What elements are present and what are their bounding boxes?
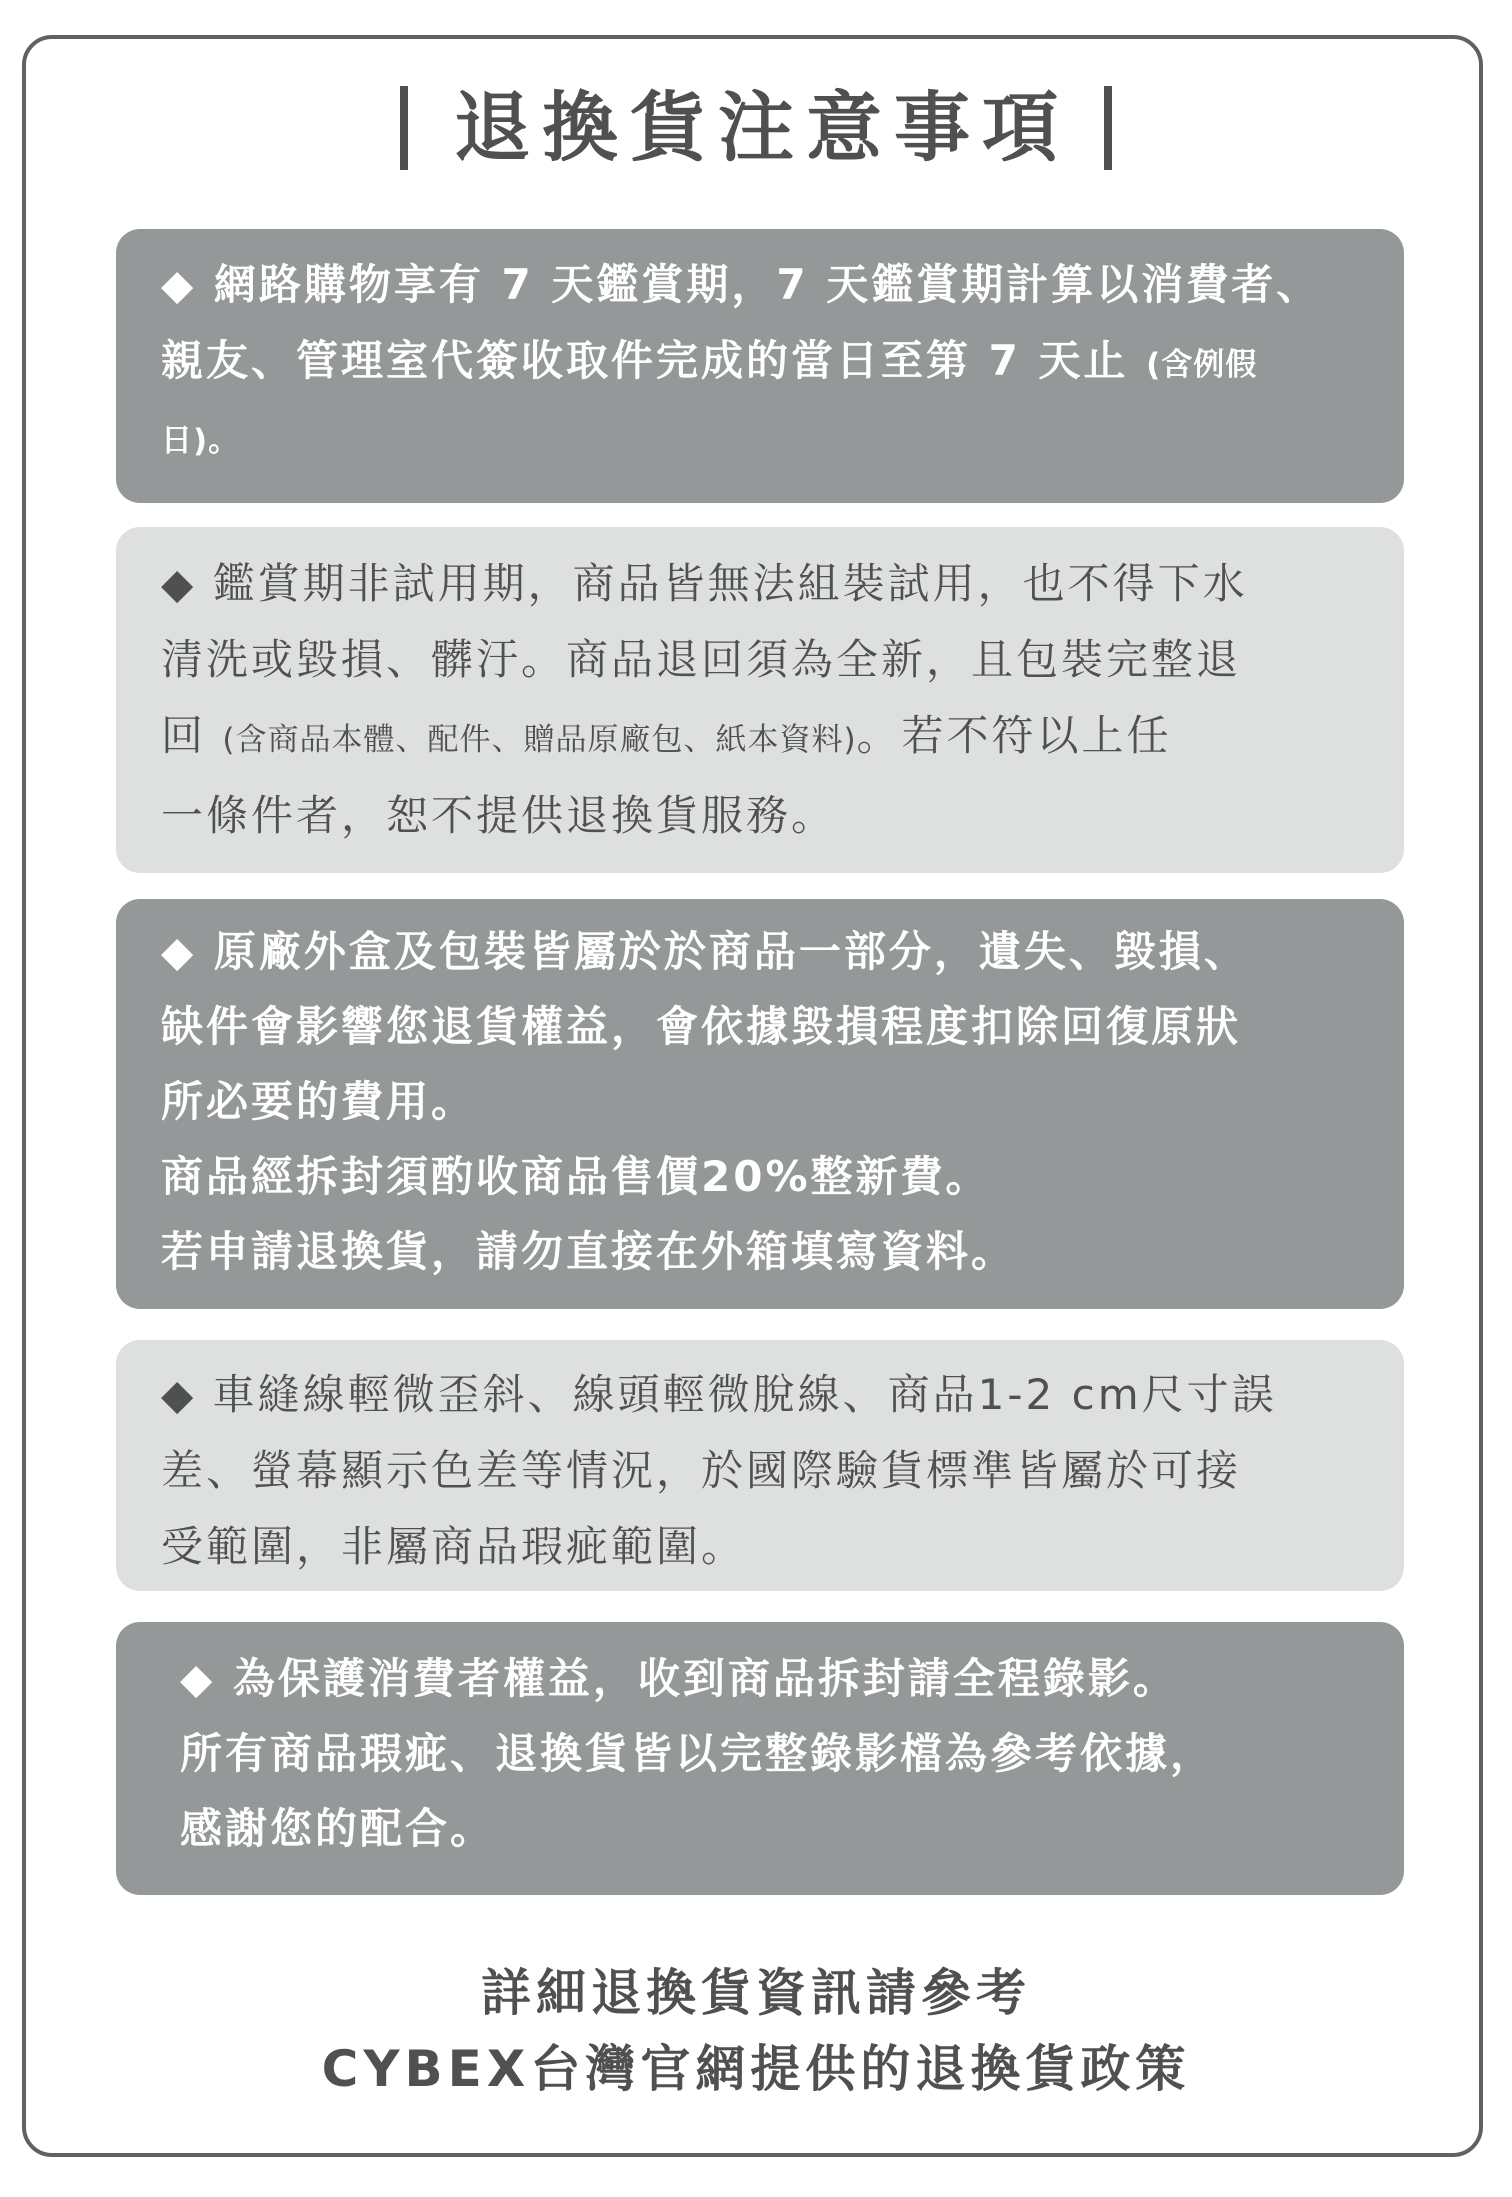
notice-line: 若申請退換貨，請勿直接在外箱填寫資料。 [161,1227,1017,1276]
notice-line: 所必要的費用。 [161,1077,477,1126]
notice-text: 回 [161,711,223,760]
notice-line: ◆ 網路購物享有 7 天鑑賞期，7 天鑑賞期計算以消費者、 [161,260,1322,309]
notice-line [161,698,1364,778]
notice-line: ◆ 為保護消費者權益，收到商品拆封請全程錄影。 [180,1654,1178,1703]
notice-box-packaging [116,899,1404,1309]
notice-line: 所有商品瑕疵、退換貨皆以完整錄影檔為參考依據， [180,1729,1216,1778]
notice-box-tolerance [116,1340,1404,1591]
notice-text: 親友、管理室代簽收取件完成的當日至第 7 天止 [161,336,1147,385]
footer-line-2: CYBEX台灣官網提供的退換貨政策 [321,2040,1191,2098]
notice-line: 商品經拆封須酌收商品售價20%整新費。 [161,1152,991,1201]
notice-line [161,323,1364,403]
notice-line: ◆ 車縫線輕微歪斜、線頭輕微脫線、商品1-2 cm尺寸誤 [161,1370,1277,1419]
notice-text: 。若不符以上任 [856,711,1172,760]
notice-line: 清洗或毀損、髒汙。商品退回須為全新，且包裝完整退 [161,635,1242,684]
notice-box-not-trial [116,527,1404,873]
notice-line: 日)。 [161,423,241,459]
notice-line: 受範圍，非屬商品瑕疵範圍。 [161,1522,747,1571]
notice-line: 一條件者，恕不提供退換貨服務。 [161,791,837,840]
title-right-bar [1104,86,1112,170]
footer-line-1: 詳細退換貨資訊請參考 [481,1964,1031,2022]
notice-line: 缺件會影響您退貨權益，會依據毀損程度扣除回復原狀 [161,1002,1242,1051]
notice-small-text: (含商品本體、配件、贈品原廠包、紙本資料) [222,722,857,758]
notice-line: 感謝您的配合。 [180,1804,496,1853]
notice-line: ◆ 原廠外盒及包裝皆屬於於商品一部分，遺失、毀損、 [161,927,1249,976]
page-header [0,78,1512,178]
page-title: 退換貨注意事項 [454,83,1070,172]
notice-line: 差、螢幕顯示色差等情況，於國際驗貨標準皆屬於可接 [161,1446,1242,1495]
notice-box-appreciation-period [116,229,1404,503]
notice-line: ◆ 鑑賞期非試用期，商品皆無法組裝試用，也不得下水 [161,559,1248,608]
title-left-bar [400,86,408,170]
footer-reference [0,1955,1512,2107]
notice-box-recording [116,1622,1404,1895]
notice-small-text: (含例假 [1146,347,1258,383]
